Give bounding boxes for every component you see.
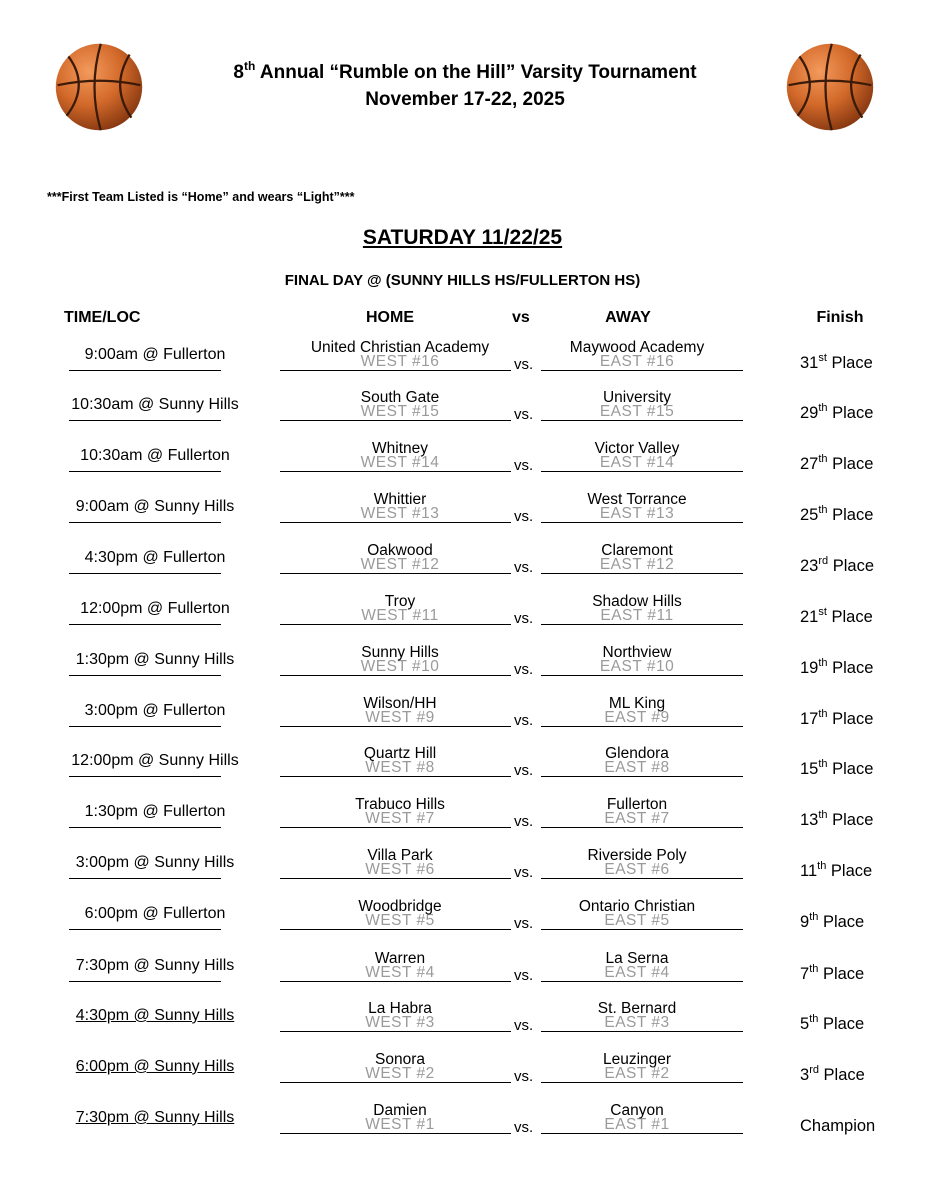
tournament-dates: November 17-22, 2025 [365, 89, 565, 110]
time-underline [69, 929, 221, 930]
away-team: Canyon [610, 1102, 664, 1119]
away-team: La Serna [605, 950, 669, 967]
column-header-time: TIME/LOC [64, 309, 141, 326]
game-time-location: 10:30am @ Sunny Hills [71, 396, 239, 413]
home-team: Villa Park [367, 847, 433, 864]
place-label: Place [827, 710, 874, 728]
game-row [0, 847, 925, 900]
home-seed: WEST #8 [365, 759, 435, 776]
place-suffix: th [818, 401, 828, 414]
home-seed: WEST #5 [365, 912, 435, 929]
place-label: Place [827, 760, 874, 778]
place-number: 15 [800, 760, 819, 778]
home-team: Troy [384, 593, 416, 610]
away-seed: EAST #7 [604, 810, 670, 827]
place-label: Place [827, 404, 874, 422]
time-underline [69, 573, 221, 574]
versus-label: vs. [514, 508, 534, 525]
title-ordinal: 8 [233, 62, 244, 83]
home-seed: WEST #13 [360, 505, 440, 522]
finish-place [800, 605, 873, 627]
away-seed: EAST #3 [604, 1014, 670, 1031]
place-number: 7 [800, 965, 810, 983]
away-seed: EAST #13 [599, 505, 675, 522]
place-suffix: th [809, 1012, 819, 1025]
versus-label: vs. [514, 1068, 534, 1085]
home-team: Sunny Hills [361, 644, 439, 661]
time-underline [69, 471, 221, 472]
game-time-location: 10:30am @ Fullerton [80, 447, 230, 464]
home-underline [280, 573, 511, 574]
place-suffix: th [809, 962, 819, 975]
home-team: Quartz Hill [363, 745, 437, 762]
game-row [0, 745, 925, 798]
place-suffix: th [818, 707, 828, 720]
place-label: Place [827, 811, 874, 829]
time-underline [69, 878, 221, 879]
home-seed: WEST #6 [365, 861, 435, 878]
finish-place [800, 401, 874, 423]
place-number: 21 [800, 608, 819, 626]
place-number: 3 [800, 1066, 810, 1084]
place-label: Place [818, 1015, 865, 1033]
away-seed: EAST #9 [604, 709, 670, 726]
place-suffix: th [818, 656, 828, 669]
home-seed: WEST #1 [365, 1116, 435, 1133]
column-header-finish: Finish [816, 309, 864, 326]
place-suffix: rd [818, 554, 829, 567]
place-suffix: th [818, 757, 828, 770]
game-row [0, 1000, 925, 1053]
place-label: Place [827, 455, 874, 473]
finish-place [800, 910, 865, 932]
game-time-location: 6:00pm @ Fullerton [84, 905, 226, 922]
home-team: La Habra [368, 1000, 432, 1017]
game-row [0, 389, 925, 442]
game-row [0, 796, 925, 849]
away-team: St. Bernard [597, 1000, 677, 1017]
finish-place [800, 1012, 865, 1034]
finish-place [800, 757, 874, 779]
home-team: South Gate [360, 389, 440, 406]
title-ordinal-suffix: th [243, 58, 256, 73]
time-underline [69, 726, 221, 727]
versus-label: vs. [514, 1017, 534, 1034]
place-label: Place [818, 965, 865, 983]
home-underline [280, 420, 511, 421]
place-suffix: rd [809, 1063, 819, 1076]
time-underline [69, 370, 221, 371]
versus-label: vs. [514, 712, 534, 729]
game-time-location: 9:00am @ Sunny Hills [75, 498, 235, 515]
away-underline [541, 726, 743, 727]
time-underline [69, 981, 221, 982]
away-team: Shadow Hills [592, 593, 682, 610]
finish-place [800, 452, 874, 474]
away-team: Ontario Christian [578, 898, 696, 915]
place-number: 17 [800, 710, 819, 728]
place-label: Place [818, 1066, 865, 1084]
away-underline [541, 471, 743, 472]
game-row [0, 593, 925, 646]
time-underline [69, 420, 221, 421]
place-suffix: st [818, 605, 827, 618]
away-underline [541, 1031, 743, 1032]
home-team: Trabuco Hills [355, 796, 445, 813]
away-underline [541, 573, 743, 574]
home-seed: WEST #11 [361, 607, 439, 624]
home-team-note: ***First Team Listed is “Home” and wears “Light”*** [47, 190, 355, 204]
away-seed: EAST #11 [600, 607, 674, 624]
away-underline [541, 981, 743, 982]
finish-place [800, 808, 874, 830]
time-underline [69, 624, 221, 625]
home-team: Whittier [373, 491, 427, 508]
home-underline [280, 675, 511, 676]
away-team: Fullerton [606, 796, 668, 813]
away-team: Northview [602, 644, 672, 661]
game-time-location: 12:00pm @ Fullerton [80, 600, 230, 617]
home-underline [280, 522, 511, 523]
place-suffix: st [818, 351, 827, 364]
game-row [0, 695, 925, 748]
game-row [0, 542, 925, 595]
finish-place [800, 503, 874, 525]
away-team: West Torrance [587, 491, 687, 508]
away-seed: EAST #6 [604, 861, 670, 878]
away-team: ML King [608, 695, 666, 712]
column-header-away: AWAY [605, 309, 651, 326]
home-team: Damien [373, 1102, 427, 1119]
place-number: 31 [800, 354, 819, 372]
finish-place [800, 656, 874, 678]
home-underline [280, 827, 511, 828]
away-underline [541, 1133, 743, 1134]
game-time-location: 12:00pm @ Sunny Hills [71, 752, 239, 769]
home-team: Oakwood [367, 542, 433, 559]
basketball-icon [54, 42, 144, 132]
game-time-location: 6:00pm @ Sunny Hills [75, 1058, 235, 1075]
time-underline [69, 522, 221, 523]
away-underline [541, 929, 743, 930]
finish-place [800, 707, 874, 729]
away-underline [541, 370, 743, 371]
finish-place [800, 962, 865, 984]
day-heading: SATURDAY 11/22/25 [362, 226, 563, 249]
versus-label: vs. [514, 457, 534, 474]
home-underline [280, 776, 511, 777]
home-underline [280, 981, 511, 982]
versus-label: vs. [514, 356, 534, 373]
place-label: Place [827, 659, 874, 677]
finish-place [800, 554, 874, 576]
place-number: 13 [800, 811, 819, 829]
away-team: Victor Valley [594, 440, 680, 457]
home-team: Warren [374, 950, 426, 967]
home-underline [280, 1133, 511, 1134]
away-seed: EAST #14 [599, 454, 675, 471]
away-underline [541, 1082, 743, 1083]
venue-heading: FINAL DAY @ (SUNNY HILLS HS/FULLERTON HS) [284, 272, 641, 289]
away-underline [541, 776, 743, 777]
away-seed: EAST #15 [599, 403, 675, 420]
home-seed: WEST #15 [360, 403, 440, 420]
home-seed: WEST #10 [360, 658, 440, 675]
game-time-location: 3:00pm @ Fullerton [84, 702, 226, 719]
home-underline [280, 1082, 511, 1083]
game-row [0, 440, 925, 493]
time-underline [69, 827, 221, 828]
place-label: Place [826, 862, 873, 880]
home-seed: WEST #7 [365, 810, 435, 827]
away-seed: EAST #5 [604, 912, 670, 929]
finish-place [800, 1063, 865, 1085]
game-time-location: 4:30pm @ Fullerton [84, 549, 226, 566]
home-underline [280, 929, 511, 930]
place-number: 29 [800, 404, 819, 422]
place-number: 19 [800, 659, 819, 677]
away-underline [541, 420, 743, 421]
home-seed: WEST #4 [365, 964, 435, 981]
away-underline [541, 878, 743, 879]
home-team: Wilson/HH [363, 695, 437, 712]
place-label: Place [818, 913, 865, 931]
versus-label: vs. [514, 661, 534, 678]
away-team: Maywood Academy [569, 339, 705, 356]
place-suffix: th [817, 859, 827, 872]
away-seed: EAST #16 [599, 353, 675, 370]
finish-place [800, 1117, 875, 1136]
place-number: 9 [800, 913, 810, 931]
away-seed: EAST #12 [599, 556, 675, 573]
game-time-location: 3:00pm @ Sunny Hills [75, 854, 235, 871]
game-row [0, 1102, 925, 1155]
versus-label: vs. [514, 967, 534, 984]
game-time-location: 4:30pm @ Sunny Hills [75, 1007, 235, 1024]
away-team: Riverside Poly [587, 847, 687, 864]
column-header-vs: vs [512, 309, 530, 326]
away-seed: EAST #10 [599, 658, 675, 675]
away-seed: EAST #2 [604, 1065, 670, 1082]
place-number: 11 [800, 862, 818, 880]
game-row [0, 491, 925, 544]
home-seed: WEST #12 [360, 556, 440, 573]
game-row [0, 950, 925, 1003]
place-number: 5 [800, 1015, 810, 1033]
game-time-location: 9:00am @ Fullerton [84, 346, 226, 363]
home-seed: WEST #3 [365, 1014, 435, 1031]
home-underline [280, 471, 511, 472]
place-suffix: th [818, 452, 828, 465]
away-underline [541, 624, 743, 625]
home-seed: WEST #9 [365, 709, 435, 726]
home-team: Whitney [372, 440, 428, 457]
finish-place [800, 351, 873, 373]
game-row [0, 898, 925, 951]
away-team: Claremont [601, 542, 673, 559]
time-underline [69, 675, 221, 676]
home-underline [280, 726, 511, 727]
versus-label: vs. [514, 915, 534, 932]
home-seed: WEST #2 [365, 1065, 435, 1082]
home-underline [280, 1031, 511, 1032]
game-row [0, 644, 925, 697]
away-team: Leuzinger [602, 1051, 672, 1068]
place-number: 25 [800, 506, 819, 524]
place-suffix: th [818, 503, 828, 516]
versus-label: vs. [514, 1119, 534, 1136]
away-seed: EAST #1 [604, 1116, 670, 1133]
away-underline [541, 827, 743, 828]
away-seed: EAST #4 [604, 964, 670, 981]
versus-label: vs. [514, 559, 534, 576]
away-seed: EAST #8 [604, 759, 670, 776]
home-underline [280, 370, 511, 371]
away-team: University [602, 389, 672, 406]
place-suffix: th [809, 910, 819, 923]
home-underline [280, 624, 511, 625]
basketball-icon [785, 42, 875, 132]
game-row [0, 1051, 925, 1104]
place-suffix: th [818, 808, 828, 821]
away-underline [541, 522, 743, 523]
game-time-location: 1:30pm @ Sunny Hills [75, 651, 235, 668]
home-seed: WEST #14 [360, 454, 440, 471]
versus-label: vs. [514, 406, 534, 423]
versus-label: vs. [514, 762, 534, 779]
home-team: Sonora [375, 1051, 425, 1068]
time-underline [69, 776, 221, 777]
tournament-title [150, 60, 780, 86]
versus-label: vs. [514, 813, 534, 830]
home-team: Woodbridge [358, 898, 442, 915]
away-team: Glendora [605, 745, 669, 762]
place-number: 27 [800, 455, 819, 473]
column-header-home: HOME [366, 309, 414, 326]
place-label: Champion [800, 1117, 876, 1135]
finish-place [800, 859, 873, 881]
home-seed: WEST #16 [360, 353, 440, 370]
versus-label: vs. [514, 864, 534, 881]
home-team: United Christian Academy [310, 339, 490, 356]
place-label: Place [828, 557, 874, 575]
game-time-location: 1:30pm @ Fullerton [84, 803, 226, 820]
place-number: 23 [800, 557, 819, 575]
home-underline [280, 878, 511, 879]
place-label: Place [826, 608, 873, 626]
place-label: Place [827, 506, 874, 524]
game-row [0, 339, 925, 392]
title-text: Annual “Rumble on the Hill” Varsity Tournament [255, 62, 697, 83]
place-label: Place [826, 354, 873, 372]
away-underline [541, 675, 743, 676]
game-time-location: 7:30pm @ Sunny Hills [75, 957, 235, 974]
versus-label: vs. [514, 610, 534, 627]
game-time-location: 7:30pm @ Sunny Hills [75, 1109, 235, 1126]
